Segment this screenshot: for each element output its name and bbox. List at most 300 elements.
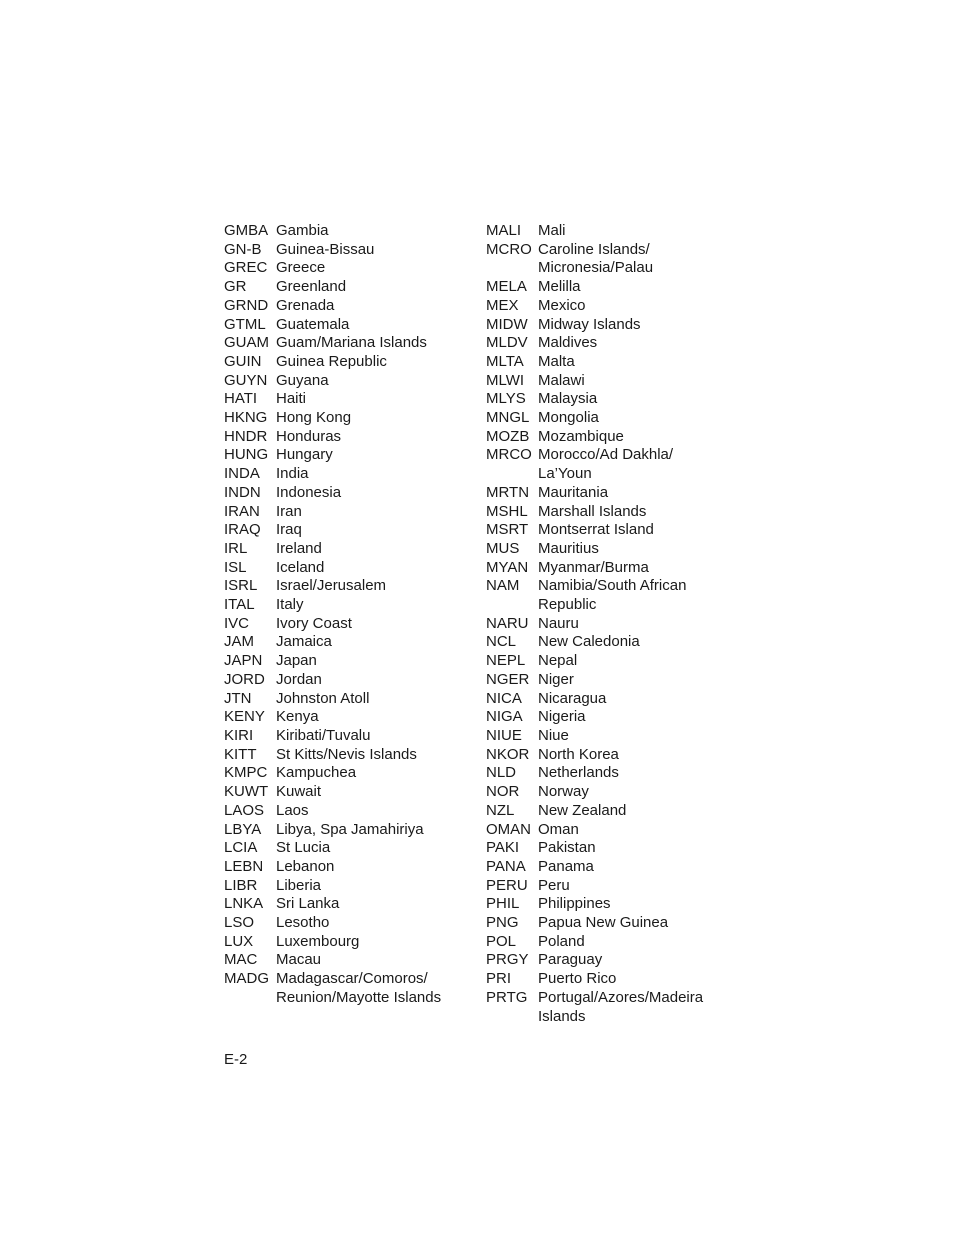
- country-name-line: Iceland: [276, 558, 325, 576]
- country-name: [538, 933, 736, 952]
- country-name-line: Indonesia: [276, 483, 342, 501]
- country-name: [538, 989, 736, 1026]
- country-code: LBYA: [224, 820, 262, 838]
- country-name: [276, 409, 474, 428]
- country-name-line: India: [276, 465, 309, 483]
- country-code: HKNG: [224, 409, 268, 427]
- country-name-line: Nicaragua: [538, 689, 607, 707]
- country-name-line: Reunion/Mayotte Islands: [276, 988, 442, 1006]
- country-entry: [486, 409, 736, 428]
- country-entry: [486, 858, 736, 877]
- country-name-line: Malaysia: [538, 390, 598, 408]
- country-entry: [224, 503, 474, 522]
- country-entry: [486, 727, 736, 746]
- country-name-line: Liberia: [276, 876, 322, 894]
- country-name: [276, 390, 474, 409]
- country-entry: [224, 241, 474, 260]
- country-name-line: Ireland: [276, 539, 322, 557]
- country-name-line: Guyana: [276, 371, 329, 389]
- country-code: MUS: [486, 539, 520, 557]
- country-name-line: Melilla: [538, 278, 581, 296]
- country-name: [276, 540, 474, 559]
- country-name: [276, 821, 474, 840]
- country-name: [538, 764, 736, 783]
- country-name-line: Kampuchea: [276, 764, 357, 782]
- country-name-line: Kiribati/Tuvalu: [276, 726, 371, 744]
- country-name: [538, 727, 736, 746]
- country-code: MLDV: [486, 334, 528, 352]
- country-entry: [224, 951, 474, 970]
- country-code: NZL: [486, 801, 515, 819]
- country-name: [276, 428, 474, 447]
- country-name-line: Norway: [538, 783, 589, 801]
- country-entry: [486, 316, 736, 335]
- country-code: MIDW: [486, 315, 528, 333]
- country-code: ISL: [224, 558, 247, 576]
- country-name: [276, 334, 474, 353]
- country-name-line: Italy: [276, 596, 304, 614]
- country-name: [276, 951, 474, 970]
- country-name-line: Greece: [276, 259, 326, 277]
- country-name: [276, 259, 474, 278]
- country-name-line: Peru: [538, 876, 570, 894]
- country-entry: [224, 428, 474, 447]
- country-entry: [224, 671, 474, 690]
- country-entry: [224, 708, 474, 727]
- country-name-line: Montserrat Island: [538, 521, 654, 539]
- country-entry: [486, 278, 736, 297]
- country-entry: [224, 877, 474, 896]
- country-name: [276, 708, 474, 727]
- country-name-line: Sri Lanka: [276, 895, 340, 913]
- country-name-line: Libya, Spa Jamahiriya: [276, 820, 424, 838]
- country-entry: [224, 559, 474, 578]
- country-name: [276, 503, 474, 522]
- country-entry: [224, 746, 474, 765]
- country-entry: [486, 241, 736, 278]
- country-name-line: Guinea-Bissau: [276, 240, 375, 258]
- country-name: [538, 708, 736, 727]
- country-entry: [224, 540, 474, 559]
- country-entry: [486, 390, 736, 409]
- country-entry: [486, 521, 736, 540]
- country-name: [538, 783, 736, 802]
- country-name: [538, 671, 736, 690]
- country-entry: [224, 316, 474, 335]
- country-name-line: Republic: [538, 596, 597, 614]
- country-code: MLTA: [486, 352, 524, 370]
- country-name-line: Nigeria: [538, 708, 586, 726]
- country-code: MAC: [224, 951, 258, 969]
- country-name: [538, 540, 736, 559]
- country-name-line: Japan: [276, 652, 317, 670]
- country-name-line: Marshall Islands: [538, 502, 647, 520]
- country-entry: [486, 690, 736, 709]
- country-name: [538, 278, 736, 297]
- country-name: [276, 372, 474, 391]
- country-entry: [486, 297, 736, 316]
- country-name-line: Ivory Coast: [276, 614, 352, 632]
- country-name-line: Hong Kong: [276, 409, 352, 427]
- country-name-line: Iraq: [276, 521, 302, 539]
- country-name-line: New Zealand: [538, 801, 627, 819]
- country-code: PERU: [486, 876, 528, 894]
- country-name-line: Namibia/South African: [538, 577, 687, 595]
- country-entry: [486, 802, 736, 821]
- country-code: MRTN: [486, 483, 530, 501]
- country-entry: [486, 222, 736, 241]
- country-name: [276, 278, 474, 297]
- country-entry: [486, 671, 736, 690]
- country-name: [276, 746, 474, 765]
- country-entry: [224, 446, 474, 465]
- country-code: LIBR: [224, 876, 258, 894]
- country-name-line: Laos: [276, 801, 309, 819]
- country-code: MALI: [486, 222, 522, 239]
- country-name-line: Guinea Republic: [276, 352, 387, 370]
- country-name: [276, 353, 474, 372]
- country-code: NAM: [486, 577, 520, 595]
- page-number: E-2: [224, 1051, 248, 1068]
- country-name-line: Lebanon: [276, 857, 335, 875]
- country-entry: [224, 783, 474, 802]
- country-name: [276, 970, 474, 1007]
- country-name-line: Jamaica: [276, 633, 332, 651]
- country-code: MEX: [486, 296, 519, 314]
- country-name-line: Haiti: [276, 390, 307, 408]
- country-code: ITAL: [224, 596, 255, 614]
- country-name: [276, 764, 474, 783]
- country-name: [276, 652, 474, 671]
- country-name: [538, 353, 736, 372]
- country-entry: [486, 914, 736, 933]
- country-code: LCIA: [224, 839, 258, 857]
- country-name-line: Greenland: [276, 278, 347, 296]
- country-entry: [486, 540, 736, 559]
- country-entry: [224, 895, 474, 914]
- country-code: HATI: [224, 390, 258, 408]
- country-name: [538, 222, 736, 241]
- country-code: MRCO: [486, 446, 532, 464]
- country-code: NICA: [486, 689, 522, 707]
- country-code: NCL: [486, 633, 517, 651]
- country-entry: [486, 821, 736, 840]
- country-name: [276, 914, 474, 933]
- country-code: KIRI: [224, 726, 254, 744]
- country-name: [276, 484, 474, 503]
- country-name-line: Gambia: [276, 222, 329, 239]
- country-entry: [486, 895, 736, 914]
- country-entry: [224, 465, 474, 484]
- country-name-line: Micronesia/Palau: [538, 259, 654, 277]
- country-code: MOZB: [486, 427, 530, 445]
- country-code: NIUE: [486, 726, 522, 744]
- country-entry: [224, 297, 474, 316]
- country-code: LNKA: [224, 895, 264, 913]
- country-code: MSRT: [486, 521, 529, 539]
- country-name: [538, 577, 736, 614]
- country-entry: [486, 764, 736, 783]
- country-name: [276, 633, 474, 652]
- country-name-line: La’Youn: [538, 465, 592, 483]
- country-name: [538, 821, 736, 840]
- country-name-line: Panama: [538, 857, 594, 875]
- country-entry: [224, 353, 474, 372]
- country-entry: [486, 652, 736, 671]
- country-code: MELA: [486, 278, 527, 296]
- country-code: NGER: [486, 670, 530, 688]
- country-code: KENY: [224, 708, 265, 726]
- country-name-line: Guatemala: [276, 315, 350, 333]
- country-name-line: Johnston Atoll: [276, 689, 370, 707]
- country-name-line: Portugal/Azores/Madeira: [538, 988, 704, 1006]
- country-code: POL: [486, 932, 517, 950]
- country-entry: [486, 577, 736, 614]
- country-code: PHIL: [486, 895, 520, 913]
- country-name-line: Iran: [276, 502, 302, 520]
- country-name: [538, 503, 736, 522]
- country-entry: [486, 839, 736, 858]
- country-name-line: Netherlands: [538, 764, 619, 782]
- country-name: [538, 839, 736, 858]
- country-code: MADG: [224, 970, 269, 988]
- country-name-line: Philippines: [538, 895, 611, 913]
- country-name-line: Kuwait: [276, 783, 322, 801]
- country-code: GTML: [224, 315, 266, 333]
- country-name-line: Caroline Islands/: [538, 240, 650, 258]
- country-code: JORD: [224, 670, 265, 688]
- country-entry: [486, 933, 736, 952]
- country-code: GMBA: [224, 222, 269, 239]
- country-code-column-left: [224, 222, 474, 1008]
- country-code: NOR: [486, 783, 520, 801]
- country-name: [276, 521, 474, 540]
- country-name-line: Guam/Mariana Islands: [276, 334, 427, 352]
- country-name: [538, 334, 736, 353]
- country-name: [538, 633, 736, 652]
- country-entry: [224, 577, 474, 596]
- country-code: IRAQ: [224, 521, 261, 539]
- country-name: [538, 877, 736, 896]
- country-name-line: Macau: [276, 951, 322, 969]
- country-entry: [224, 933, 474, 952]
- country-entry: [224, 802, 474, 821]
- country-name: [276, 297, 474, 316]
- country-name-line: Israel/Jerusalem: [276, 577, 387, 595]
- country-name-line: Nepal: [538, 652, 578, 670]
- country-name-line: Midway Islands: [538, 315, 641, 333]
- country-name-line: Oman: [538, 820, 579, 838]
- country-name: [538, 484, 736, 503]
- country-name: [276, 690, 474, 709]
- country-code: PRTG: [486, 988, 528, 1006]
- country-name-line: Puerto Rico: [538, 970, 617, 988]
- country-code: JAM: [224, 633, 254, 651]
- country-entry: [486, 559, 736, 578]
- country-name: [276, 615, 474, 634]
- country-name: [538, 970, 736, 989]
- country-code-column-right: [486, 222, 736, 1026]
- country-code: MYAN: [486, 558, 529, 576]
- country-entry: [486, 334, 736, 353]
- country-entry: [486, 353, 736, 372]
- country-name-line: Mali: [538, 222, 566, 239]
- country-name: [276, 559, 474, 578]
- country-name: [538, 690, 736, 709]
- country-code: GUYN: [224, 371, 268, 389]
- country-code: NKOR: [486, 745, 530, 763]
- country-code: LSO: [224, 914, 255, 932]
- country-entry: [224, 615, 474, 634]
- country-code: PRGY: [486, 951, 529, 969]
- country-name: [538, 914, 736, 933]
- country-code: PAKI: [486, 839, 520, 857]
- country-name: [538, 390, 736, 409]
- country-name-line: Kenya: [276, 708, 319, 726]
- country-name-line: Madagascar/Comoros/: [276, 970, 428, 988]
- country-code: INDA: [224, 465, 260, 483]
- country-entry: [224, 334, 474, 353]
- country-entry: [224, 390, 474, 409]
- country-entry: [486, 783, 736, 802]
- country-entry: [486, 484, 736, 503]
- country-name: [538, 316, 736, 335]
- country-entry: [486, 633, 736, 652]
- country-code: JTN: [224, 689, 252, 707]
- country-code: GUAM: [224, 334, 269, 352]
- country-name-line: Jordan: [276, 670, 322, 688]
- country-name-line: Malawi: [538, 371, 585, 389]
- country-name: [538, 615, 736, 634]
- country-code: MCRO: [486, 240, 532, 258]
- country-code: ISRL: [224, 577, 258, 595]
- country-name: [538, 895, 736, 914]
- country-name: [538, 428, 736, 447]
- country-entry: [224, 858, 474, 877]
- country-entry: [486, 989, 736, 1026]
- country-code: OMAN: [486, 820, 531, 838]
- country-name: [538, 746, 736, 765]
- country-name: [538, 241, 736, 278]
- country-name-line: Nauru: [538, 614, 579, 632]
- country-name: [538, 802, 736, 821]
- country-name-line: Malta: [538, 352, 575, 370]
- country-name-line: Grenada: [276, 296, 335, 314]
- country-entry: [224, 821, 474, 840]
- country-name: [276, 933, 474, 952]
- country-name-line: St Lucia: [276, 839, 331, 857]
- country-code: LAOS: [224, 801, 265, 819]
- country-entry: [224, 409, 474, 428]
- country-name-line: St Kitts/Nevis Islands: [276, 745, 417, 763]
- country-entry: [224, 633, 474, 652]
- country-entry: [224, 764, 474, 783]
- country-name: [276, 671, 474, 690]
- country-code: LUX: [224, 932, 254, 950]
- country-name: [538, 409, 736, 428]
- country-entry: [486, 708, 736, 727]
- country-name-line: Maldives: [538, 334, 598, 352]
- country-name: [538, 372, 736, 391]
- country-entry: [224, 914, 474, 933]
- country-code: NLD: [486, 764, 517, 782]
- country-code: LEBN: [224, 857, 264, 875]
- country-entry: [224, 372, 474, 391]
- country-code: INDN: [224, 483, 261, 501]
- country-name: [276, 577, 474, 596]
- country-name-line: Pakistan: [538, 839, 596, 857]
- country-name: [538, 652, 736, 671]
- country-code: PNG: [486, 914, 519, 932]
- country-name: [538, 858, 736, 877]
- country-name-line: Mauritius: [538, 539, 599, 557]
- country-code: NARU: [486, 614, 529, 632]
- country-name-line: Hungary: [276, 446, 333, 464]
- country-code: MLYS: [486, 390, 526, 408]
- country-code: PRI: [486, 970, 512, 988]
- country-code: KMPC: [224, 764, 268, 782]
- country-name-line: New Caledonia: [538, 633, 640, 651]
- country-name-line: North Korea: [538, 745, 619, 763]
- country-name: [276, 802, 474, 821]
- country-code: KITT: [224, 745, 257, 763]
- country-code: HUNG: [224, 446, 269, 464]
- country-entry: [486, 372, 736, 391]
- country-entry: [224, 652, 474, 671]
- country-name: [538, 446, 736, 483]
- country-entry: [486, 503, 736, 522]
- country-name-line: Papua New Guinea: [538, 914, 669, 932]
- country-name: [276, 783, 474, 802]
- country-code: MLWI: [486, 371, 525, 389]
- country-name-line: Niue: [538, 726, 569, 744]
- country-entry: [224, 278, 474, 297]
- country-name: [276, 877, 474, 896]
- country-code: IRAN: [224, 502, 260, 520]
- country-name-line: Paraguay: [538, 951, 603, 969]
- country-name-line: Morocco/Ad Dakhla/: [538, 446, 674, 464]
- country-code: MNGL: [486, 409, 530, 427]
- country-entry: [224, 727, 474, 746]
- country-name-line: Honduras: [276, 427, 342, 445]
- country-name: [538, 559, 736, 578]
- country-name: [276, 446, 474, 465]
- country-code: GR: [224, 278, 247, 296]
- country-code: GN-B: [224, 240, 262, 258]
- country-name-line: Lesotho: [276, 914, 330, 932]
- country-name-line: Mongolia: [538, 409, 599, 427]
- country-code: IVC: [224, 614, 250, 632]
- country-name: [276, 839, 474, 858]
- country-entry: [486, 746, 736, 765]
- country-code: MSHL: [486, 502, 528, 520]
- country-entry: [486, 446, 736, 483]
- country-entry: [224, 259, 474, 278]
- country-name-line: Islands: [538, 1007, 586, 1025]
- country-code: GREC: [224, 259, 268, 277]
- country-name: [538, 951, 736, 970]
- country-name: [538, 521, 736, 540]
- country-code: HNDR: [224, 427, 268, 445]
- country-name-line: Luxembourg: [276, 932, 360, 950]
- country-entry: [224, 596, 474, 615]
- country-code: GUIN: [224, 352, 262, 370]
- country-entry: [486, 951, 736, 970]
- country-name: [276, 895, 474, 914]
- country-name: [276, 222, 474, 241]
- country-entry: [486, 615, 736, 634]
- country-code: NIGA: [486, 708, 523, 726]
